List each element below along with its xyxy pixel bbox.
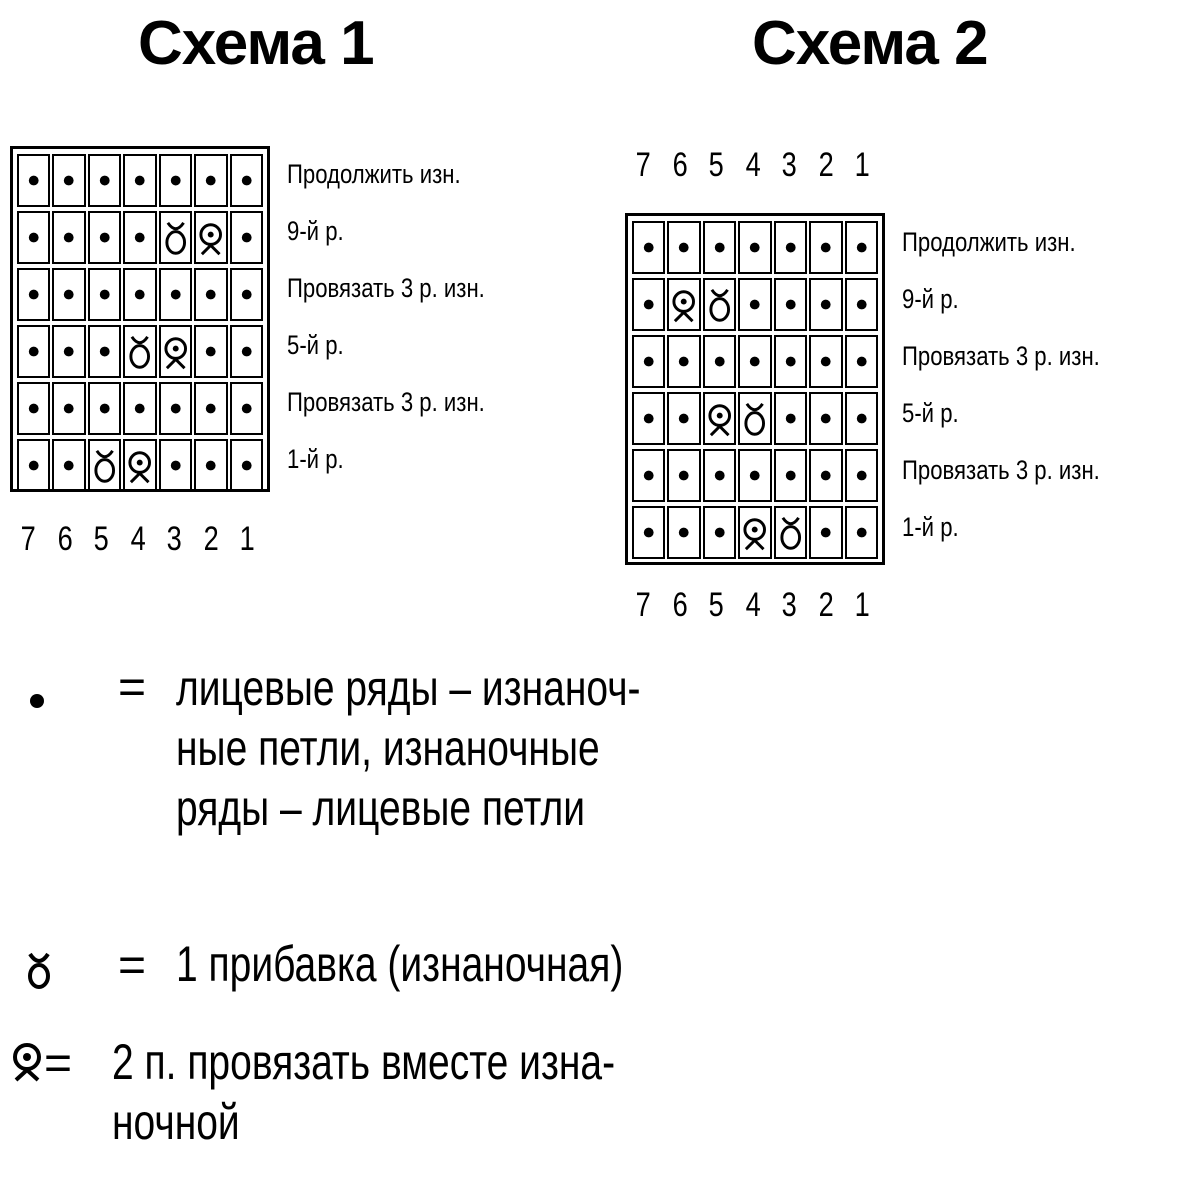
dot-icon bbox=[161, 270, 190, 319]
column-number: 6 bbox=[672, 586, 688, 624]
grid-cell-dot bbox=[809, 278, 842, 331]
dot-icon bbox=[776, 394, 805, 443]
dot-icon bbox=[232, 270, 261, 319]
row-label: Провязать 3 р. изн. bbox=[287, 387, 485, 417]
dot-icon bbox=[776, 280, 805, 329]
purl-increase-icon bbox=[125, 327, 154, 376]
grid-cell-dot bbox=[845, 449, 878, 502]
grid-cell-dot bbox=[809, 335, 842, 388]
grid-cell-dot bbox=[123, 154, 156, 207]
scheme1-grid bbox=[10, 146, 270, 492]
legend-equals: = bbox=[118, 939, 147, 992]
grid-cell-dot bbox=[88, 325, 121, 378]
dot-icon bbox=[19, 213, 48, 262]
grid-cell-dec bbox=[159, 325, 192, 378]
purl-increase-icon bbox=[740, 394, 769, 443]
dot-icon bbox=[90, 156, 119, 205]
grid-cell-inc bbox=[88, 439, 121, 492]
purl-increase-icon bbox=[90, 441, 119, 490]
purl-two-together-icon bbox=[740, 508, 769, 557]
grid-cell-dot bbox=[194, 154, 227, 207]
dot-icon bbox=[54, 327, 83, 376]
dot-icon bbox=[811, 394, 840, 443]
row-label: Провязать 3 р. изн. bbox=[902, 455, 1100, 485]
legend-dot-text bbox=[176, 658, 641, 838]
grid-cell-dot bbox=[52, 268, 85, 321]
dot-icon bbox=[634, 337, 663, 386]
column-number: 4 bbox=[130, 520, 146, 558]
scheme2-title: Схема 2 bbox=[752, 9, 988, 78]
dot-icon bbox=[776, 451, 805, 500]
column-number: 6 bbox=[672, 146, 688, 184]
grid-cell-dot bbox=[194, 382, 227, 435]
grid-cell-dot bbox=[230, 211, 263, 264]
dot-icon bbox=[634, 394, 663, 443]
grid-cell-dot bbox=[703, 449, 736, 502]
scheme2-row-labels bbox=[902, 216, 1100, 558]
grid-cell-dot bbox=[17, 211, 50, 264]
column-number: 4 bbox=[745, 586, 761, 624]
grid-cell-dot bbox=[845, 221, 878, 274]
dot-icon bbox=[54, 384, 83, 433]
dot-icon bbox=[740, 451, 769, 500]
dot-icon bbox=[19, 156, 48, 205]
dot-icon bbox=[776, 223, 805, 272]
grid-cell-dot bbox=[738, 335, 771, 388]
dot-icon bbox=[634, 508, 663, 557]
scheme1-column-numbers-bottom bbox=[10, 520, 266, 559]
dot-icon bbox=[54, 156, 83, 205]
column-number: 1 bbox=[239, 520, 255, 558]
scheme2-column-numbers-top bbox=[625, 146, 881, 185]
dot-icon bbox=[196, 441, 225, 490]
dot-icon bbox=[232, 213, 261, 262]
column-number: 7 bbox=[20, 520, 36, 558]
row-label: Провязать 3 р. изн. bbox=[902, 341, 1100, 371]
grid-cell-dot bbox=[230, 154, 263, 207]
row-label: 5-й р. bbox=[287, 330, 344, 360]
grid-cell-inc bbox=[123, 325, 156, 378]
legend-equals: = bbox=[118, 661, 147, 714]
purl-two-together-icon bbox=[669, 280, 698, 329]
dot-icon bbox=[705, 337, 734, 386]
column-number: 3 bbox=[166, 520, 182, 558]
scheme1-row-labels bbox=[287, 148, 485, 490]
grid-cell-dot bbox=[667, 449, 700, 502]
dot-icon bbox=[811, 223, 840, 272]
grid-cell-dot bbox=[17, 154, 50, 207]
grid-cell-dot bbox=[17, 325, 50, 378]
row-label: 1-й р. bbox=[287, 444, 344, 474]
dot-icon bbox=[811, 508, 840, 557]
grid-cell-dot bbox=[845, 392, 878, 445]
dot-icon bbox=[669, 451, 698, 500]
dot-icon bbox=[847, 451, 876, 500]
grid-cell-dot bbox=[667, 506, 700, 559]
dot-icon bbox=[811, 280, 840, 329]
column-number: 3 bbox=[781, 146, 797, 184]
dot-icon bbox=[232, 327, 261, 376]
dot-icon bbox=[811, 337, 840, 386]
grid-cell-dot bbox=[632, 278, 665, 331]
dot-icon bbox=[669, 394, 698, 443]
column-number: 4 bbox=[745, 146, 761, 184]
row-label: 9-й р. bbox=[287, 216, 344, 246]
grid-cell-dot bbox=[703, 506, 736, 559]
scheme2-column-numbers-bottom bbox=[625, 586, 881, 625]
legend-line: ночной bbox=[112, 1094, 240, 1150]
grid-cell-dot bbox=[17, 382, 50, 435]
dot-icon bbox=[125, 213, 154, 262]
grid-cell-dot bbox=[159, 154, 192, 207]
purl-two-together-icon bbox=[10, 1040, 44, 1084]
grid-cell-dot bbox=[17, 439, 50, 492]
dot-icon bbox=[196, 270, 225, 319]
dot-icon bbox=[54, 213, 83, 262]
dot-icon bbox=[776, 337, 805, 386]
grid-cell-dot bbox=[845, 335, 878, 388]
legend-line: ряды – лицевые петли bbox=[176, 780, 585, 836]
purl-increase-icon bbox=[161, 213, 190, 262]
grid-cell-dot bbox=[52, 439, 85, 492]
dot-icon bbox=[847, 508, 876, 557]
dot-icon bbox=[634, 223, 663, 272]
legend-line: лицевые ряды – изнаноч- bbox=[176, 660, 641, 716]
dot-icon bbox=[811, 451, 840, 500]
dot-icon bbox=[634, 451, 663, 500]
grid-cell-dot bbox=[845, 278, 878, 331]
grid-cell-dot bbox=[667, 221, 700, 274]
legend-inc-text bbox=[176, 934, 623, 994]
grid-cell-dot bbox=[632, 506, 665, 559]
dot-icon bbox=[196, 384, 225, 433]
grid-cell-dec bbox=[194, 211, 227, 264]
grid-cell-dot bbox=[88, 211, 121, 264]
grid-cell-dot bbox=[159, 439, 192, 492]
row-label: Продолжить изн. bbox=[902, 227, 1076, 257]
dot-icon bbox=[19, 327, 48, 376]
row-label: 9-й р. bbox=[902, 284, 959, 314]
dot-icon bbox=[26, 690, 48, 712]
column-number: 2 bbox=[203, 520, 219, 558]
grid-cell-dot bbox=[52, 382, 85, 435]
grid-cell-inc bbox=[703, 278, 736, 331]
legend-equals: = bbox=[44, 1037, 73, 1090]
grid-cell-dot bbox=[230, 382, 263, 435]
grid-cell-dot bbox=[159, 382, 192, 435]
grid-cell-dot bbox=[52, 325, 85, 378]
grid-cell-dot bbox=[667, 335, 700, 388]
dot-icon bbox=[634, 280, 663, 329]
grid-cell-dot bbox=[809, 221, 842, 274]
dot-icon bbox=[847, 223, 876, 272]
dot-icon bbox=[705, 223, 734, 272]
grid-cell-dot bbox=[88, 382, 121, 435]
column-number: 2 bbox=[818, 586, 834, 624]
grid-cell-dot bbox=[52, 211, 85, 264]
column-number: 7 bbox=[635, 146, 651, 184]
dot-icon bbox=[705, 451, 734, 500]
scheme1-title: Схема 1 bbox=[138, 9, 374, 78]
column-number: 1 bbox=[854, 586, 870, 624]
grid-cell-dot bbox=[774, 221, 807, 274]
dot-icon bbox=[90, 213, 119, 262]
row-label: 1-й р. bbox=[902, 512, 959, 542]
grid-cell-dot bbox=[667, 392, 700, 445]
grid-cell-dot bbox=[123, 268, 156, 321]
grid-cell-dot bbox=[774, 278, 807, 331]
grid-cell-dot bbox=[88, 154, 121, 207]
dot-icon bbox=[740, 280, 769, 329]
column-number: 5 bbox=[708, 146, 724, 184]
purl-increase-icon bbox=[705, 280, 734, 329]
dot-icon bbox=[161, 384, 190, 433]
grid-cell-dot bbox=[703, 221, 736, 274]
column-number: 5 bbox=[93, 520, 109, 558]
dot-icon bbox=[90, 270, 119, 319]
legend-line: 2 п. провязать вместе изна- bbox=[112, 1034, 616, 1090]
grid-cell-inc bbox=[159, 211, 192, 264]
grid-cell-dot bbox=[194, 439, 227, 492]
grid-cell-dot bbox=[809, 506, 842, 559]
grid-cell-dot bbox=[845, 506, 878, 559]
grid-cell-dot bbox=[738, 221, 771, 274]
grid-cell-dot bbox=[230, 439, 263, 492]
grid-cell-dec bbox=[738, 506, 771, 559]
grid-cell-dot bbox=[88, 268, 121, 321]
dot-icon bbox=[90, 327, 119, 376]
legend-line: ные петли, изнаночные bbox=[176, 720, 600, 776]
legend-line: 1 прибавка (изнаночная) bbox=[176, 936, 624, 992]
dot-icon bbox=[705, 508, 734, 557]
dot-icon bbox=[19, 270, 48, 319]
dot-icon bbox=[740, 223, 769, 272]
dot-icon bbox=[232, 384, 261, 433]
grid-cell-inc bbox=[738, 392, 771, 445]
purl-two-together-icon bbox=[705, 394, 734, 443]
purl-increase-icon bbox=[24, 948, 54, 992]
grid-cell-dec bbox=[123, 439, 156, 492]
dot-icon bbox=[125, 156, 154, 205]
grid-cell-dot bbox=[703, 335, 736, 388]
scheme2-grid bbox=[625, 213, 885, 565]
grid-cell-dec bbox=[667, 278, 700, 331]
dot-icon bbox=[232, 156, 261, 205]
grid-cell-inc bbox=[774, 506, 807, 559]
grid-cell-dot bbox=[123, 211, 156, 264]
grid-cell-dec bbox=[703, 392, 736, 445]
dot-icon bbox=[161, 156, 190, 205]
dot-icon bbox=[740, 337, 769, 386]
grid-cell-dot bbox=[809, 392, 842, 445]
grid-cell-dot bbox=[230, 325, 263, 378]
grid-cell-dot bbox=[52, 154, 85, 207]
grid-cell-dot bbox=[17, 268, 50, 321]
grid-cell-dot bbox=[194, 325, 227, 378]
dot-icon bbox=[90, 384, 119, 433]
dot-icon bbox=[161, 441, 190, 490]
legend-dec-text bbox=[112, 1032, 615, 1152]
dot-icon bbox=[196, 327, 225, 376]
grid-cell-dot bbox=[738, 278, 771, 331]
grid-cell-dot bbox=[194, 268, 227, 321]
column-number: 3 bbox=[781, 586, 797, 624]
column-number: 6 bbox=[57, 520, 73, 558]
dot-icon bbox=[125, 384, 154, 433]
purl-two-together-icon bbox=[196, 213, 225, 262]
column-number: 1 bbox=[854, 146, 870, 184]
grid-cell-dot bbox=[809, 449, 842, 502]
dot-icon bbox=[196, 156, 225, 205]
grid-cell-dot bbox=[632, 335, 665, 388]
grid-cell-dot bbox=[159, 268, 192, 321]
dot-icon bbox=[54, 441, 83, 490]
grid-cell-dot bbox=[123, 382, 156, 435]
row-label: Провязать 3 р. изн. bbox=[287, 273, 485, 303]
purl-two-together-icon bbox=[161, 327, 190, 376]
dot-icon bbox=[847, 394, 876, 443]
dot-icon bbox=[19, 384, 48, 433]
column-number: 5 bbox=[708, 586, 724, 624]
dot-icon bbox=[847, 280, 876, 329]
dot-icon bbox=[54, 270, 83, 319]
purl-two-together-icon bbox=[125, 441, 154, 490]
row-label: Продолжить изн. bbox=[287, 159, 461, 189]
column-number: 2 bbox=[818, 146, 834, 184]
dot-icon bbox=[232, 441, 261, 490]
grid-cell-dot bbox=[774, 335, 807, 388]
dot-icon bbox=[669, 223, 698, 272]
grid-cell-dot bbox=[230, 268, 263, 321]
dot-icon bbox=[125, 270, 154, 319]
grid-cell-dot bbox=[632, 392, 665, 445]
grid-cell-dot bbox=[632, 449, 665, 502]
dot-icon bbox=[847, 337, 876, 386]
dot-icon bbox=[669, 508, 698, 557]
dot-icon bbox=[19, 441, 48, 490]
grid-cell-dot bbox=[632, 221, 665, 274]
column-number: 7 bbox=[635, 586, 651, 624]
grid-cell-dot bbox=[774, 449, 807, 502]
grid-cell-dot bbox=[738, 449, 771, 502]
purl-increase-icon bbox=[776, 508, 805, 557]
row-label: 5-й р. bbox=[902, 398, 959, 428]
grid-cell-dot bbox=[774, 392, 807, 445]
dot-icon bbox=[669, 337, 698, 386]
